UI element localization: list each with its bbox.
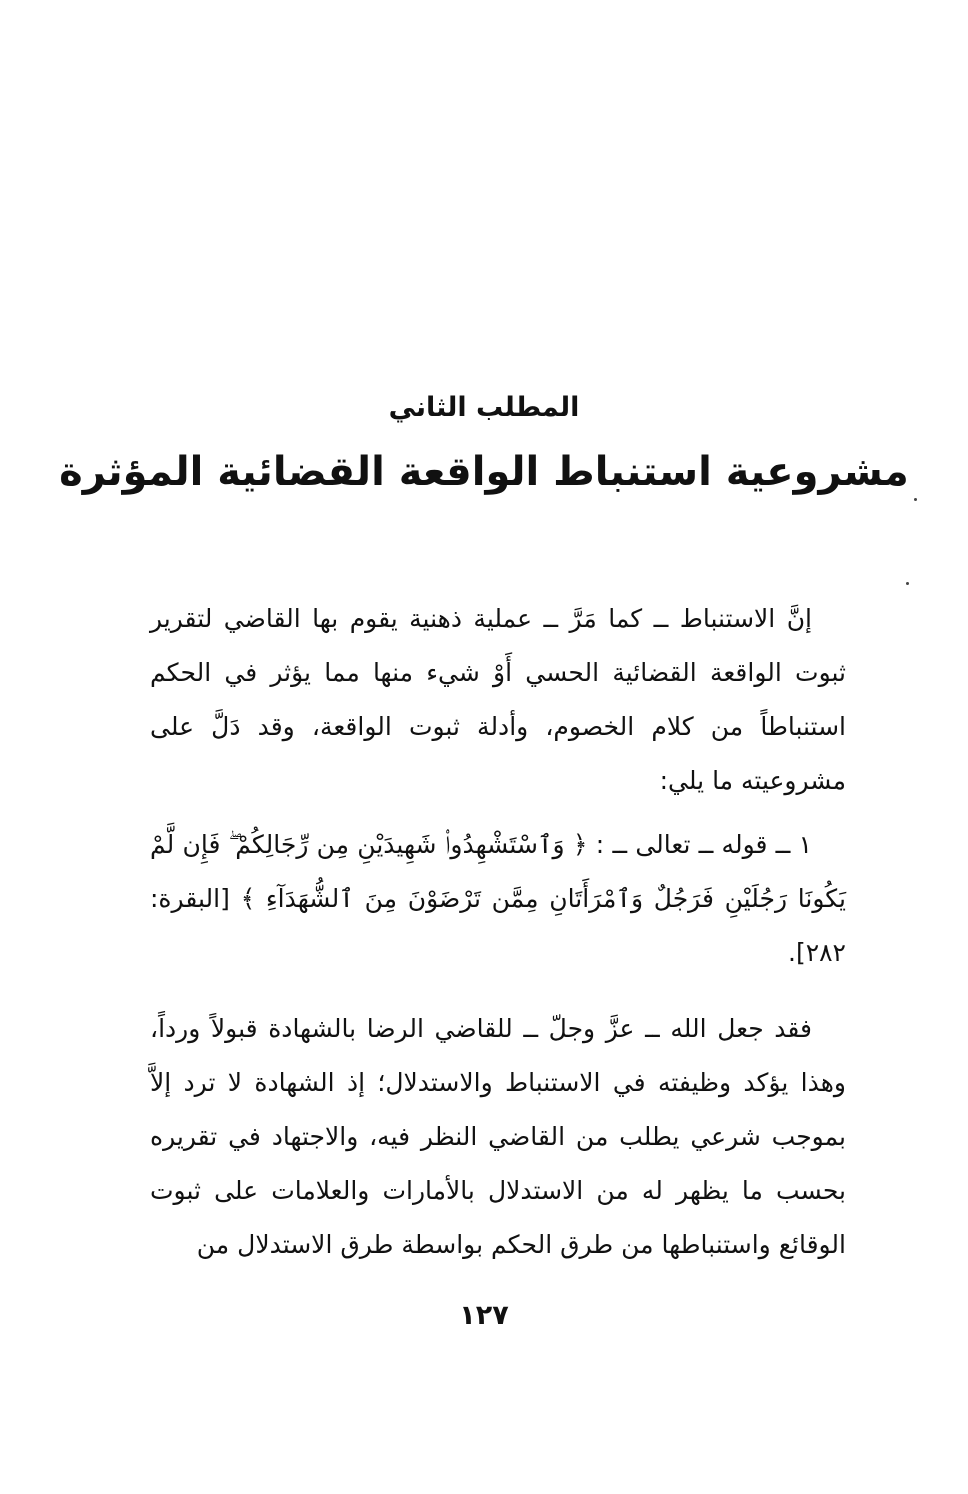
intro-paragraph bbox=[150, 592, 846, 808]
intro-paragraph-text: إنَّ الاستنباط ــ كما مَرَّ ــ عملية ذهنية يقوم بها القاضي لتقرير ثبوت الواقعة القضائية الحسي أَوْ شيء منها مما يؤثر في الحكم استنباطاً من كلام الخصوم، وأدلة ثبوت الواقعة، وقد دَلَّ على مشروعيته ما يلي: bbox=[150, 604, 846, 795]
quranic-verse: ﴿ وَٱسْتَشْهِدُوا۟ شَهِيدَيْنِ مِن رِّجَالِكُمْ ۖ فَإِن لَّمْ يَكُونَا رَجُلَيْنِ فَرَجُلٌ وَٱمْرَأَتَانِ مِمَّن تَرْضَوْنَ مِنَ ٱلشُّهَدَآءِ ﴾ bbox=[150, 830, 846, 913]
section-label: المطلب الثاني bbox=[388, 392, 580, 423]
commentary-paragraph-text: فقد جعل الله ــ عزَّ وجلّ ــ للقاضي الرضا بالشهادة قبولاً ورداً، وهذا يؤكد وظيفته في الاستنباط والاستدلال؛ إذ الشهادة لا ترد إلاَّ بموجب شرعي يطلب من القاضي النظر فيه، والاجتهاد في تقريره بحسب ما يظهر له من الاستدلال بالأمارات والعلامات على ثبوت الوقائع واستنباطها من طرق الحكم بواسطة طرق الاستدلال من bbox=[150, 1014, 846, 1259]
commentary-paragraph bbox=[150, 1002, 846, 1272]
verse-citation: [البقرة: ٢٨٢]. bbox=[150, 884, 846, 967]
evidence-intro: ١ ــ قوله ــ تعالى ــ : bbox=[595, 830, 812, 859]
section-title: مشروعية استنباط الواقعة القضائية المؤثرة bbox=[59, 449, 909, 495]
page-number: ١٢٧ bbox=[459, 1300, 509, 1331]
scan-speck bbox=[914, 498, 917, 501]
scan-speck bbox=[906, 582, 909, 585]
evidence-item-1 bbox=[150, 818, 846, 980]
